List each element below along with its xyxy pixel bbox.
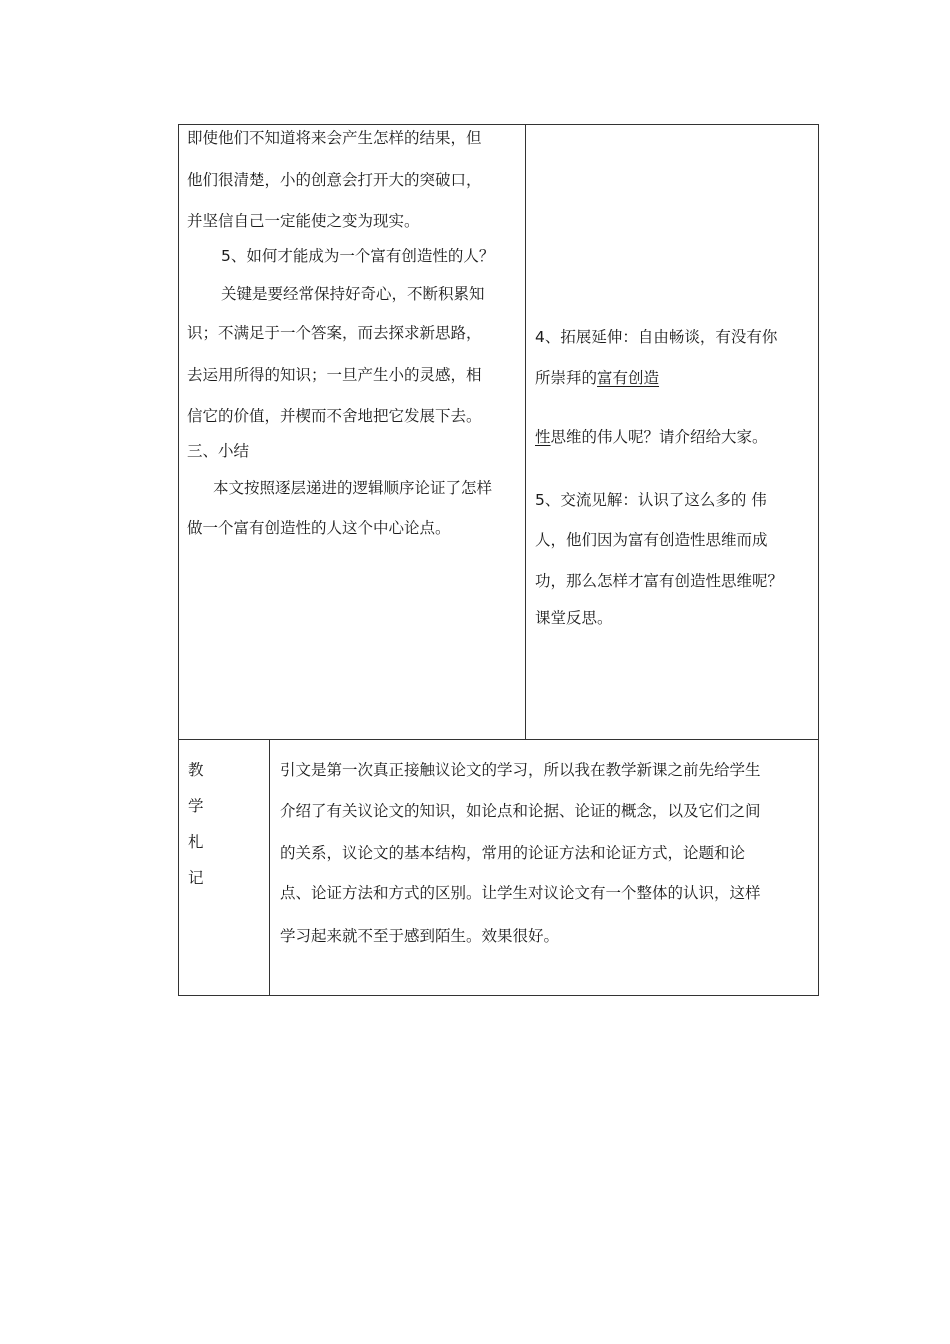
notes-line: 的关系，议论文的基本结构，常用的论证方法和论证方式，论题和论 xyxy=(280,844,746,862)
question-heading: 5、如何才能成为一个富有创造性的人？ xyxy=(221,247,495,265)
text-line: 关键是要经常保持好奇心，不断积累知 xyxy=(221,285,485,303)
notes-label-char: 札 xyxy=(188,833,204,851)
text-span: 所崇拜的 xyxy=(535,369,598,387)
notes-line: 引文是第一次真正接触议论文的学习，所以我在教学新课之前先给学生 xyxy=(280,761,761,779)
text-line: 做一个富有创造性的人这个中心论点。 xyxy=(187,519,451,537)
table-border-top xyxy=(178,124,819,125)
table-border-right xyxy=(818,124,819,996)
item-5-line: 人，他们因为富有创造性思维而成 xyxy=(535,531,768,549)
table-border-bottom xyxy=(178,995,819,996)
notes-line: 介绍了有关议论文的知识，如论点和论据、论证的概念，以及它们之间 xyxy=(280,802,761,820)
underlined-text: 性 xyxy=(535,428,551,446)
notes-line: 点、论证方法和方式的区别。让学生对议论文有一个整体的认识，这样 xyxy=(280,884,761,902)
section-heading: 三、小结 xyxy=(187,442,250,460)
text-line: 识；不满足于一个答案，而去探求新思路， xyxy=(187,324,482,342)
notes-label-char: 学 xyxy=(188,797,204,815)
item-4-line: 4、拓展延伸：自由畅谈，有没有你 xyxy=(535,328,778,346)
notes-line: 学习起来就不至于感到陌生。效果很好。 xyxy=(280,927,560,945)
text-line: 去运用所得的知识；一旦产生小的灵感，相 xyxy=(187,366,482,384)
item-5-line: 功，那么怎样才富有创造性思维呢？ xyxy=(535,572,784,590)
notes-label-char: 记 xyxy=(188,869,204,887)
notes-label-divider xyxy=(269,739,270,996)
item-5-line: 课堂反思。 xyxy=(535,609,613,627)
item-5-line: 5、交流见解：认识了这么多的 伟 xyxy=(535,491,767,509)
table-row-divider xyxy=(178,739,819,740)
item-4-line xyxy=(535,368,659,388)
notes-label-char: 教 xyxy=(188,761,204,779)
text-line: 本文按照逐层递进的逻辑顺序论证了怎样 xyxy=(213,479,493,497)
text-line: 即使他们不知道将来会产生怎样的结果，但 xyxy=(187,129,482,147)
text-line: 信它的价值，并楔而不舍地把它发展下去。 xyxy=(187,407,482,425)
table-border-middle-divider xyxy=(525,124,526,740)
underlined-text: 富有创造 xyxy=(597,369,660,387)
item-4-line xyxy=(535,427,768,447)
text-span: 思维的伟人呢？请介绍给大家。 xyxy=(550,428,768,446)
text-line: 并坚信自己一定能使之变为现实。 xyxy=(187,212,420,230)
table-border-left xyxy=(178,124,179,996)
text-line: 他们很清楚，小的创意会打开大的突破口， xyxy=(187,171,482,189)
